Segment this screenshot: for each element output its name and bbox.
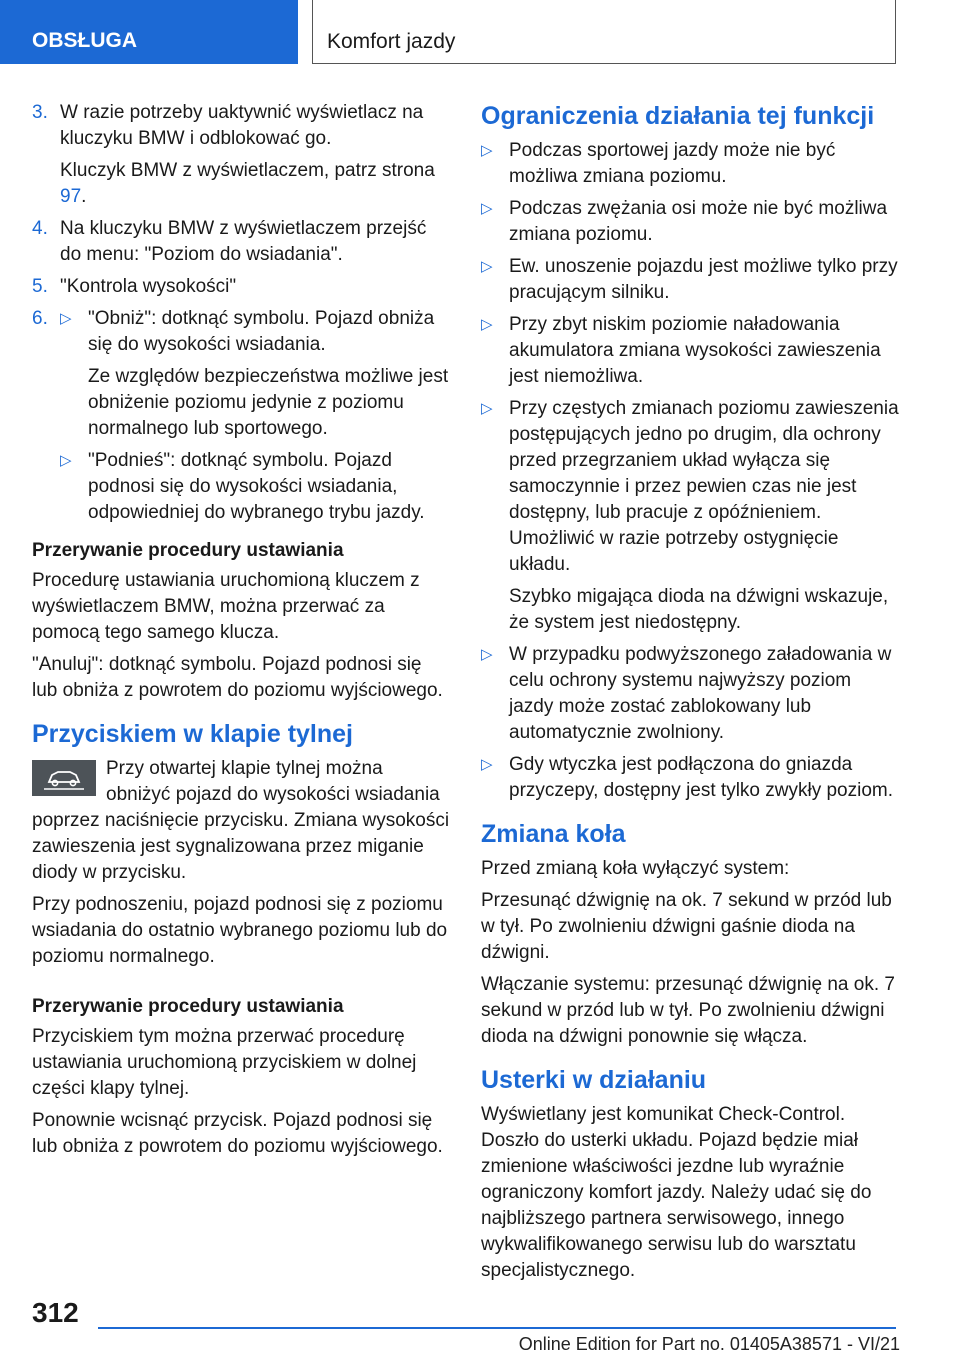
footer-divider: [98, 1327, 896, 1329]
list-item: [481, 752, 899, 804]
triangle-right-icon: ▷: [481, 646, 493, 663]
reference-text: Kluczyk BMW z wyświetlaczem, patrz strona: [60, 160, 435, 181]
step-3-reference: [60, 158, 450, 210]
bullet-text: Ew. unoszenie pojazdu jest możliwe tylko przy pracującym silniku.: [509, 256, 898, 303]
right-column: [481, 100, 899, 1290]
subheading: Przerywanie procedury ustawiania: [32, 540, 344, 561]
step-text: "Kontrola wysokości": [60, 276, 237, 297]
list-item: [481, 396, 899, 578]
left-column: [32, 100, 450, 1166]
paragraph: Włączanie systemu: przesunąć dźwignię na ok. 7 sekund w przód lub w tył. Po zwolnieniu dźwigni dioda na dźwigni ponownie się włącza.: [481, 974, 895, 1047]
bullet-note: Ze względów bezpieczeństwa możliwe jest obniżenie poziomu jedynie z poziomu normalnego lub sportowego.: [88, 366, 449, 439]
triangle-right-icon: ▷: [481, 400, 493, 417]
list-item: [481, 138, 899, 190]
bullet-text: W przypadku podwyższonego załadowania w celu ochrony systemu najwyższy poziom jazdy może zostać zablokowany lub automatycznie zwolniony.: [509, 644, 892, 743]
section-heading: Przyciskiem w klapie tylnej: [32, 720, 353, 748]
list-item: [481, 196, 899, 248]
section-heading: Ograniczenia działania tej funkcji: [481, 102, 875, 130]
bullet-text: Podczas sportowej jazdy może nie być możliwa zmiana poziomu.: [509, 140, 836, 187]
step-number: 6.: [32, 308, 48, 329]
bullet-text: "Obniż": dotknąć symbolu. Pojazd obniża się do wysokości wsiadania.: [88, 308, 435, 355]
step-number: 3.: [32, 102, 48, 123]
paragraph: Ponownie wcisnąć przycisk. Pojazd podnosi się lub obniża z powrotem do poziomu wyjściowego.: [32, 1110, 443, 1157]
step-4: [32, 216, 450, 268]
section-tab: OBSŁUGA: [0, 0, 298, 64]
paragraph: Przy podnoszeniu, pojazd podnosi się z poziomu wsiadania do ostatnio wybranego poziomu lub do poziomu normalnego.: [32, 894, 448, 967]
reference-end: .: [81, 186, 87, 207]
bullet-text: Gdy wtyczka jest podłączona do gniazda przyczepy, dostępny jest tylko zwykły poziom.: [509, 754, 894, 801]
triangle-right-icon: ▷: [60, 310, 72, 327]
list-item: [481, 312, 899, 390]
vehicle-level-button-icon: [32, 760, 96, 796]
bullet-text: Podczas zwężania osi może nie być możliwa zmiana poziomu.: [509, 198, 888, 245]
section-heading: Zmiana koła: [481, 820, 626, 848]
triangle-right-icon: ▷: [60, 452, 72, 469]
paragraph: Wyświetlany jest komunikat Check-Control. Doszło do usterki układu. Pojazd będzie miał zmienione właściwości jezdne lub wyraźnie ograniczony komfort jazdy. Należy udać się do najbliższego partnera serwisowego, innego wykwalifikowanego serwisu lub do warsztatu specjalistycznego.: [481, 1104, 872, 1281]
triangle-right-icon: ▷: [481, 258, 493, 275]
bullet-note: Szybko migająca dioda na dźwigni wskazuje, że system jest niedostępny.: [509, 586, 889, 633]
triangle-right-icon: ▷: [481, 756, 493, 773]
bullet-text: "Podnieś": dotknąć symbolu. Pojazd podnosi się do wysokości wsiadania, odpowiedniej do wybranego trybu jazdy.: [88, 450, 425, 523]
step-text: W razie potrzeby uaktywnić wyświetlacz na kluczyku BMW i odblokować go.: [60, 102, 424, 149]
list-item: [60, 448, 450, 526]
paragraph: Procedurę ustawiania uruchomioną kluczem z wyświetlaczem BMW, można przerwać za pomocą tego samego klucza.: [32, 570, 420, 643]
subheading: Przerywanie procedury ustawiania: [32, 996, 344, 1017]
list-item: [481, 642, 899, 746]
step-number: 4.: [32, 218, 48, 239]
step-number: 5.: [32, 276, 48, 297]
section-heading: Usterki w działaniu: [481, 1066, 707, 1094]
page-link[interactable]: 97: [60, 186, 82, 207]
page-number: 312: [32, 1297, 79, 1328]
bullet-text: Przy zbyt niskim poziomie naładowania akumulatora zmiana wysokości zawieszenia jest niemożliwa.: [509, 314, 881, 387]
step-5: [32, 274, 450, 300]
page-header: [0, 0, 960, 66]
triangle-right-icon: ▷: [481, 200, 493, 217]
step-text: Na kluczyku BMW z wyświetlaczem przejść do menu: "Poziom do wsiadania".: [60, 218, 427, 265]
paragraph: Przy otwartej klapie tylnej można obniżyć pojazd do wysokości wsiadania poprzez naciśnięcie przycisku. Zmiana wysokości zawieszenia jest sygnalizowana przez miganie diody w przycisku.: [32, 758, 450, 883]
paragraph: Przesunąć dźwignię na ok. 7 sekund w przód lub w tył. Po zwolnieniu dźwigni gaśnie dioda na dźwigni.: [481, 890, 892, 963]
list-item: [60, 306, 450, 358]
step-3: [32, 100, 450, 152]
chapter-title: Komfort jazdy: [312, 0, 896, 64]
edition-info: Online Edition for Part no. 01405A38571 - VI/21: [518, 1334, 900, 1354]
triangle-right-icon: ▷: [481, 142, 493, 159]
step-6: [32, 306, 450, 526]
paragraph: Przed zmianą koła wyłączyć system:: [481, 858, 790, 879]
bullet-text: Przy częstych zmianach poziomu zawieszenia postępujących jedno po drugim, dla ochrony przed przegrzaniem układ wyłącza się samoczynnie i przez pewien czas nie jest dostępny, lub pracuje z opóźnieniem. Umożliwić w razie potrzeby ostygnięcie układu.: [509, 398, 899, 575]
paragraph: "Anuluj": dotknąć symbolu. Pojazd podnosi się lub obniża z powrotem do poziomu wyjściowego.: [32, 654, 443, 701]
paragraph: Przyciskiem tym można przerwać procedurę ustawiania uruchomioną przyciskiem w dolnej części klapy tylnej.: [32, 1026, 417, 1099]
list-item: [481, 254, 899, 306]
triangle-right-icon: ▷: [481, 316, 493, 333]
